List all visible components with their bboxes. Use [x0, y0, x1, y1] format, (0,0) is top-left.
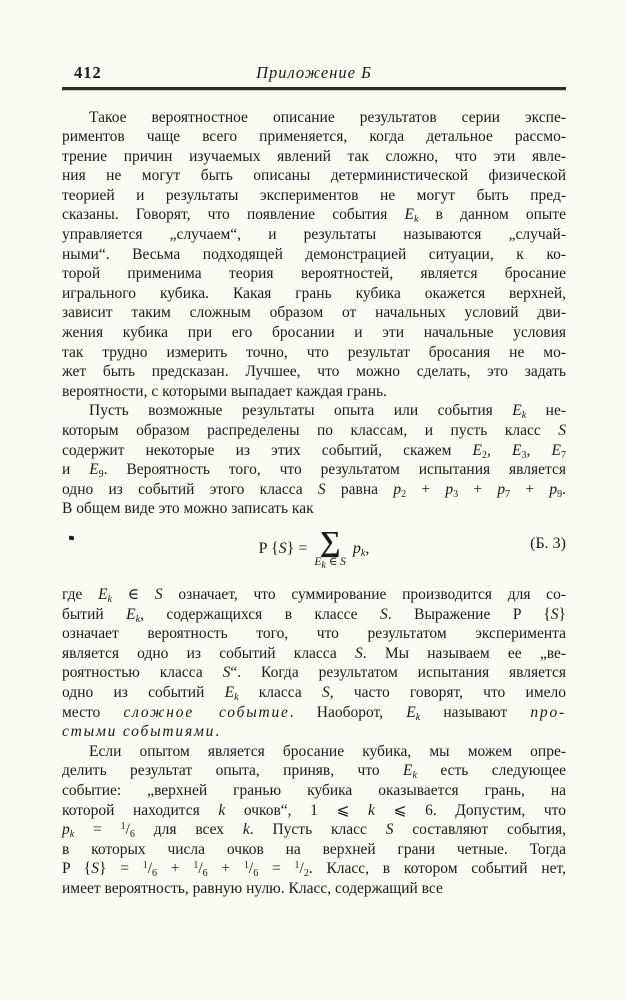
text-line: бытий $E_k$, содержащихся в классе S. Выражение P {S} — [62, 605, 566, 625]
text-line: содержит некоторые из этих событий, скажем $E_2$, $E_3$, $E_7$ — [62, 441, 567, 461]
text-line: ния не могут быть описаны детерминистической физической — [62, 167, 566, 185]
text-line: зависит таким сложным образом от начальных условий дви- — [62, 304, 566, 322]
text-line: игрального кубика. Какая грань кубика окажется верхней, — [62, 284, 566, 302]
sigma-summation-symbol: ∑ — [319, 525, 341, 558]
text-line: вероятности, с которыми выпадает каждая грань. — [62, 382, 387, 400]
text-line: которой находится k очков“, 1 ⩽ k ⩽ 6. Допустим, что — [62, 801, 566, 819]
text-line: и $E_9$. Вероятность того, что результатом испытания является — [62, 461, 567, 481]
text-line: сказаны. Говорят, что появление события $E_k$ в данном опыте — [62, 206, 566, 226]
text-line: В общем виде это можно записать как — [62, 500, 314, 518]
text-line: одно из событий этого класса S равна $p_2 + p_3 + p_7 + p_9$. — [62, 480, 566, 500]
paragraph — [62, 742, 566, 899]
text-line: жет быть предсказан. Лучшее, что можно сделать, это задать — [62, 363, 566, 381]
formula-row — [258, 525, 370, 571]
page-content — [62, 62, 566, 898]
text-line: Если опытом является бросание кубика, мы можем опре- — [89, 742, 566, 760]
text-line: Такое вероятностное описание результатов серии экспе- — [89, 108, 566, 126]
text-line: означает вероятность того, что результатом эксперимента — [62, 625, 566, 643]
header-rule — [62, 87, 566, 90]
text-line: где $E_k$ ∈ S означает, что суммирование производится для со- — [62, 585, 566, 605]
formula-lhs: P {S} = — [258, 539, 308, 557]
display-formula — [62, 527, 566, 573]
text-line: роятностью класса S“. Когда результатом испытания является — [62, 664, 566, 682]
text-line: событие: „верхней гранью кубика оказывается грань, на — [62, 781, 566, 799]
text-line: $p_k = ^1/_6$ для всех k. Пусть класс S составляют события, — [62, 821, 566, 841]
summation-limits: $E_k$ ∈ S — [314, 555, 346, 571]
text-line: одно из событий $E_k$ класса S, часто говорят, что имело — [62, 683, 566, 703]
summation-stack — [314, 525, 346, 571]
paragraph — [62, 108, 566, 402]
text-line: Пусть возможные результаты опыта или события $E_k$ не- — [89, 402, 566, 422]
page-number: 412 — [74, 63, 102, 82]
running-header-title: Приложение Б — [256, 63, 372, 82]
text-line: имеет вероятность, равную нулю. Класс, содержащий все — [62, 879, 443, 897]
text-line: трение причин изучаемых явлений так сложно, что эти явле- — [62, 147, 566, 165]
text-line: P $\{S\} = ^1/_6 + ^1/_6 + ^1/_6 = ^1/_2$. Класс, в котором событий нет, — [62, 860, 566, 880]
text-line: в которых числа очков на верхней грани четные. Тогда — [62, 840, 566, 858]
text-line: торой применима теория вероятностей, является бросание — [62, 265, 566, 283]
text-line: место сложное событие. Наоборот, $E_k$ называют про- — [62, 703, 566, 723]
text-line: стыми событиями. — [62, 723, 220, 741]
text-line: риментов чаще всего применяется, когда детальное рассмо- — [62, 128, 566, 146]
running-header — [62, 62, 566, 84]
text-line: является одно из событий класса S. Мы называем ее „ве- — [62, 644, 566, 662]
text-body — [62, 108, 566, 899]
text-line: управляется „случаем“, и результаты называются „случай- — [62, 226, 566, 244]
text-line: ными“. Весьма подходящей демонстрацией ситуации, к ко- — [62, 245, 566, 263]
formula-rhs: $p_k$, — [352, 539, 370, 559]
paragraph — [62, 585, 566, 742]
text-line: которым образом распределены по классам, и пусть класс S — [62, 422, 566, 439]
text-line: делить результат опыта, приняв, что $E_k$ есть следующее — [62, 762, 566, 782]
equation-number-label: (Б. 3) — [530, 534, 566, 552]
ink-speck-artifact — [69, 536, 75, 541]
text-line: так трудно измерить точно, что результат бросания не мо- — [62, 343, 566, 361]
text-line: жения кубика при его бросании и эти начальные условия — [62, 324, 566, 342]
text-line: теорией и результаты экспериментов не могут быть пред- — [62, 186, 566, 204]
paragraph — [62, 401, 566, 519]
